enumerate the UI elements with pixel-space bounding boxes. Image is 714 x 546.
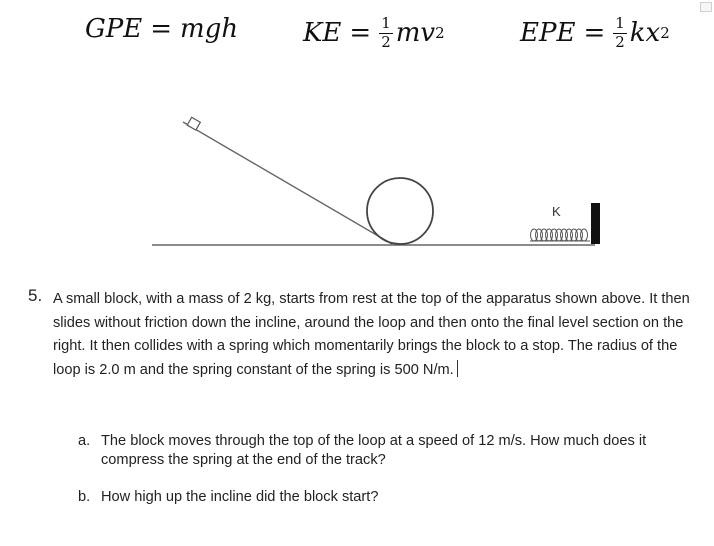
epe-denominator: 2 — [615, 32, 625, 51]
ke-numerator: 1 — [381, 14, 391, 32]
question-body: A small block, with a mass of 2 kg, starts from rest at the top of the apparatus shown above. It then slides without friction down the incline, around the loop and then onto the final level section on the right. It then collides with a spring which momentarily brings the block to a stop. The radius of the loop is 2.0 m and the spring constant of the spring is 500 N/m. — [53, 291, 690, 378]
incline-ramp — [183, 122, 392, 244]
block — [187, 117, 200, 130]
subquestion-a-mark: a. — [78, 433, 91, 449]
epe-rhs: kx — [629, 18, 661, 49]
equals-sign: = — [150, 14, 173, 44]
ke-lhs: KE — [303, 18, 342, 49]
gpe-lhs: GPE — [85, 14, 143, 44]
wall — [591, 203, 600, 244]
equals-sign: = — [349, 18, 372, 49]
spring-label: K — [552, 204, 561, 219]
gpe-rhs: mgh — [180, 14, 239, 44]
ke-exponent: 2 — [435, 23, 445, 42]
subquestion-b-text: How high up the incline did the block start? — [101, 489, 379, 505]
subquestion-a-text: The block moves through the top of the loop at a speed of 12 m/s. How much does it compress the spring at the end of the track? — [101, 433, 647, 468]
equals-sign: = — [583, 18, 606, 49]
epe-exponent: 2 — [660, 23, 670, 42]
text-cursor — [457, 360, 458, 377]
subquestion-a — [78, 432, 708, 470]
question-text — [53, 288, 708, 382]
spring — [530, 229, 590, 241]
epe-numerator: 1 — [615, 14, 625, 32]
epe-lhs: EPE — [520, 18, 576, 49]
question-number: 5. — [28, 286, 43, 305]
subquestion-b — [78, 488, 708, 507]
ke-denominator: 2 — [381, 32, 391, 51]
loop — [367, 178, 433, 244]
subquestion-b-mark: b. — [78, 489, 91, 505]
ke-rhs: mv — [395, 18, 436, 49]
